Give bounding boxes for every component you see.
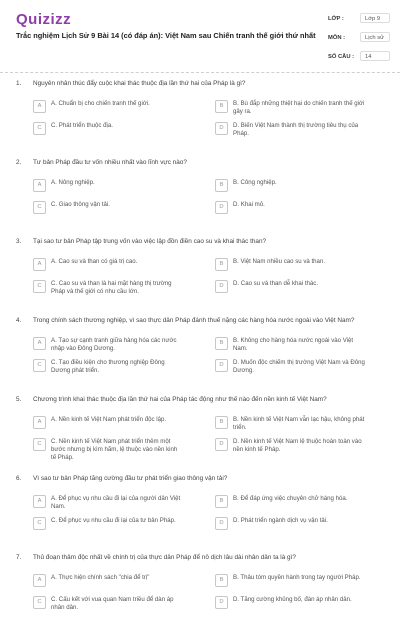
option-text: C. Cao su và than là hai mặt hàng thị trường Pháp và thế giới có nhu cầu lớn.: [51, 280, 172, 295]
option-letter-box[interactable]: C: [33, 517, 46, 530]
question-text: Trong chính sách thương nghiệp, vì sao thực dân Pháp đánh thuế nặng các hàng hóa nước ngoài vào Việt Nam?: [33, 317, 355, 324]
meta-row-count: [328, 51, 392, 70]
option-letter-box[interactable]: D: [215, 122, 228, 135]
option-text: A. Để phục vụ nhu cầu đi lại của người dân Việt Nam.: [51, 495, 181, 510]
option-text: C. Phát triển thuộc địa.: [51, 122, 113, 129]
answer-option-c[interactable]: [33, 122, 183, 135]
question-number: 5.: [16, 396, 22, 403]
question-text: Tư bản Pháp đầu tư vốn nhiều nhất vào lĩnh vực nào?: [33, 159, 187, 166]
option-letter-box[interactable]: A: [33, 495, 46, 508]
answer-option-c[interactable]: [33, 438, 183, 462]
option-letter-box[interactable]: D: [215, 517, 228, 530]
option-letter-box[interactable]: B: [215, 179, 228, 192]
option-letter-box[interactable]: D: [215, 438, 228, 451]
option-letter-box[interactable]: C: [33, 122, 46, 135]
meta-label: SỐ CÂU :: [328, 54, 355, 60]
answer-option-a[interactable]: [33, 258, 183, 271]
option-text: A. Chuẩn bị cho chiến tranh thế giới.: [51, 100, 150, 107]
answer-option-b[interactable]: [215, 495, 365, 508]
option-letter-box[interactable]: A: [33, 416, 46, 429]
page-title: Trắc nghiệm Lịch Sử 9 Bài 14 (có đáp án): Việt Nam sau Chiến tranh thế giới thứ nhất: [16, 31, 316, 40]
option-text: D. Tăng cường khủng bố, đàn áp nhân dân.: [233, 596, 352, 603]
option-text: B. Việt Nam nhiều cao su và than.: [233, 258, 326, 265]
answer-option-b[interactable]: [215, 574, 365, 587]
answer-option-a[interactable]: [33, 416, 183, 429]
answer-option-d[interactable]: [215, 280, 365, 293]
question-text: Vì sao tư bản Pháp tăng cường đầu tư phát triển giao thông vận tải?: [33, 475, 228, 482]
option-letter-box[interactable]: C: [33, 280, 46, 293]
option-letter-box[interactable]: A: [33, 179, 46, 192]
answer-option-d[interactable]: [215, 596, 365, 609]
answer-option-d[interactable]: [215, 122, 365, 138]
option-letter-box[interactable]: B: [215, 258, 228, 271]
option-text: B. Nền kinh tế Việt Nam vẫn lạc hậu, không phát triển.: [233, 416, 365, 431]
option-text: C. Để phục vụ nhu cầu đi lại của tư bản Pháp.: [51, 517, 176, 524]
option-letter-box[interactable]: A: [33, 337, 46, 350]
option-text: D. Cao su và than dễ khai thác.: [233, 280, 319, 287]
option-letter-box[interactable]: C: [33, 596, 46, 609]
answer-option-b[interactable]: [215, 337, 365, 353]
option-text: A. Tạo sự cạnh tranh giữa hàng hóa các nước nhập vào Đông Dương.: [51, 337, 177, 352]
option-letter-box[interactable]: A: [33, 574, 46, 587]
option-text: B. Không cho hàng hóa nước ngoài vào Việt Nam.: [233, 337, 354, 352]
option-text: A. Cao su và than có giá trị cao.: [51, 258, 138, 265]
answer-option-d[interactable]: [215, 359, 365, 375]
option-text: B. Thâu tóm quyền hành trong tay người Pháp.: [233, 574, 361, 581]
question-item: [0, 554, 400, 633]
option-letter-box[interactable]: B: [215, 337, 228, 350]
option-text: B. Bù đắp những thiệt hại do chiến tranh thế giới gây ra.: [233, 100, 365, 115]
question-text: Thủ đoạn thâm độc nhất về chính trị của thực dân Pháp để nô dịch lâu dài nhân dân ta là gì?: [33, 554, 296, 561]
answer-option-a[interactable]: [33, 574, 183, 587]
answer-option-d[interactable]: [215, 201, 365, 214]
answer-option-c[interactable]: [33, 201, 183, 214]
question-number: 4.: [16, 317, 22, 324]
option-text: C. Cấu kết với vua quan Nam triều để dàn áp nhân dân.: [51, 596, 174, 611]
meta-label: MÔN :: [328, 35, 346, 41]
question-number: 6.: [16, 475, 22, 482]
option-text: C. Giao thông vận tải.: [51, 201, 110, 208]
meta-panel: [328, 13, 392, 70]
question-item: [0, 159, 400, 238]
header: [0, 0, 400, 70]
option-letter-box[interactable]: A: [33, 100, 46, 113]
answer-option-b[interactable]: [215, 416, 365, 432]
question-item: [0, 475, 400, 554]
option-letter-box[interactable]: D: [215, 596, 228, 609]
header-divider: [0, 72, 400, 73]
quizizz-logo: Quizizz: [16, 11, 72, 28]
answer-option-b[interactable]: [215, 100, 365, 116]
option-letter-box[interactable]: B: [215, 495, 228, 508]
answer-option-c[interactable]: [33, 517, 183, 530]
question-list: [0, 80, 400, 633]
option-letter-box[interactable]: C: [33, 438, 46, 451]
option-text: C. Tạo điều kiện cho thương nghiệp Đông Dương phát triển.: [51, 359, 165, 374]
question-text: Chương trình khai thác thuộc địa lần thứ hai của Pháp tác động như thế nào đến nền kinh tế Việt Nam?: [33, 396, 327, 403]
option-letter-box[interactable]: D: [215, 201, 228, 214]
option-letter-box[interactable]: B: [215, 416, 228, 429]
option-letter-box[interactable]: C: [33, 201, 46, 214]
option-text: D. Muốn độc chiếm thị trường Việt Nam và Đông Dương.: [233, 359, 365, 374]
option-text: D. Nền kinh tế Việt Nam lệ thuộc hoàn toàn vào nền kinh tế Pháp.: [233, 438, 362, 453]
option-letter-box[interactable]: B: [215, 100, 228, 113]
answer-option-c[interactable]: [33, 596, 183, 612]
meta-value: Lớp 9: [360, 13, 390, 23]
meta-row-class: [328, 13, 392, 32]
question-text: Nguyên nhân thúc đẩy cuộc khai thác thuộc địa lần thứ hai của Pháp là gì?: [33, 80, 246, 87]
meta-row-subject: [328, 32, 392, 51]
meta-label: LỚP :: [328, 16, 344, 22]
question-number: 3.: [16, 238, 22, 245]
answer-option-d[interactable]: [215, 517, 365, 530]
answer-option-a[interactable]: [33, 100, 183, 113]
option-letter-box[interactable]: B: [215, 574, 228, 587]
question-number: 1.: [16, 80, 22, 87]
answer-option-d[interactable]: [215, 438, 365, 454]
meta-value: Lịch sử: [360, 32, 390, 42]
option-text: D. Biến Việt Nam thành thị trường tiêu thụ của Pháp.: [233, 122, 359, 137]
answer-option-b[interactable]: [215, 258, 365, 271]
option-text: C. Nền kinh tế Việt Nam phát triển thêm một bước nhưng bị kìm hãm, lệ thuộc vào nền kinh tế Pháp.: [51, 438, 178, 461]
option-letter-box[interactable]: A: [33, 258, 46, 271]
answer-option-a[interactable]: [33, 495, 183, 511]
option-text: D. Phát triển ngành dịch vụ vận tải.: [233, 517, 328, 524]
question-number: 7.: [16, 554, 22, 561]
meta-value: 14: [360, 51, 390, 61]
option-letter-box[interactable]: C: [33, 359, 46, 372]
option-letter-box[interactable]: D: [215, 280, 228, 293]
answer-option-b[interactable]: [215, 179, 365, 192]
option-text: D. Khai mỏ.: [233, 201, 265, 208]
answer-option-c[interactable]: [33, 359, 183, 375]
option-text: A. Thực hiện chính sách "chia để trị": [51, 574, 150, 581]
option-letter-box[interactable]: D: [215, 359, 228, 372]
answer-option-c[interactable]: [33, 280, 183, 296]
question-text: Tại sao tư bản Pháp tập trung vốn vào việc lập đồn điền cao su và khai thác than?: [33, 238, 267, 245]
question-item: [0, 317, 400, 396]
question-item: [0, 238, 400, 317]
answer-option-a[interactable]: [33, 179, 183, 192]
question-item: [0, 396, 400, 475]
option-text: A. Nông nghiệp.: [51, 179, 95, 186]
option-text: B. Để đáp ứng việc chuyên chở hàng hóa.: [233, 495, 348, 502]
question-item: [0, 80, 400, 159]
answer-option-a[interactable]: [33, 337, 183, 353]
option-text: B. Công nghiệp.: [233, 179, 277, 186]
question-number: 2.: [16, 159, 22, 166]
option-text: A. Nền kinh tế Việt Nam phát triển độc lập.: [51, 416, 167, 423]
